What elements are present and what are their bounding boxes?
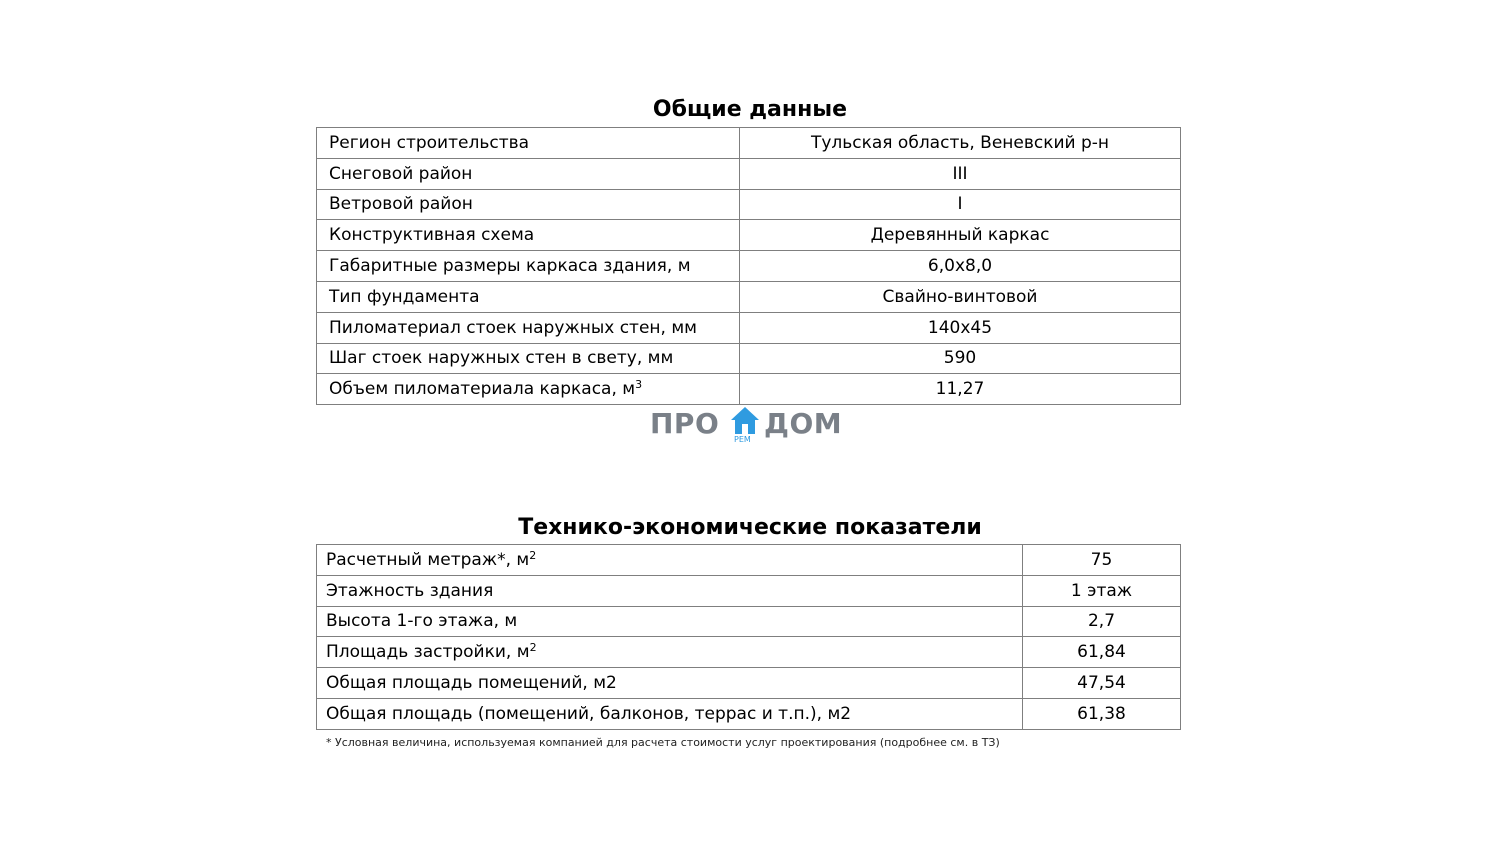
watermark-text-left: ПРО xyxy=(650,407,720,440)
row-label-cell xyxy=(317,545,1023,576)
footnote: * Условная величина, используемая компанией для расчета стоимости услуг проектирования (подробнее см. в ТЗ) xyxy=(326,736,1000,749)
row-value: 140х45 xyxy=(740,312,1181,343)
row-value: 11,27 xyxy=(740,374,1181,405)
row-label: Пиломатериал стоек наружных стен, мм xyxy=(317,312,740,343)
row-value: 2,7 xyxy=(1023,606,1181,637)
row-value: Деревянный каркас xyxy=(740,220,1181,251)
table-row xyxy=(317,698,1181,729)
row-value: III xyxy=(740,158,1181,189)
row-label: Конструктивная схема xyxy=(317,220,740,251)
general-data-title: Общие данные xyxy=(652,97,848,122)
tech-indicators-table xyxy=(316,544,1181,730)
row-label: Тип фундамента xyxy=(317,281,740,312)
row-label: Высота 1-го этажа, м xyxy=(317,606,1023,637)
tech-indicators-title: Технико-экономические показатели xyxy=(518,515,982,540)
row-label: Шаг стоек наружных стен в свету, мм xyxy=(317,343,740,374)
row-value: Тульская область, Веневский р-н xyxy=(740,128,1181,159)
table-row xyxy=(317,637,1181,668)
table-row xyxy=(317,545,1181,576)
row-label: Объем пиломатериала каркаса, м xyxy=(329,379,636,400)
row-label: Расчетный метраж*, м xyxy=(326,549,530,570)
table-row xyxy=(317,128,1181,159)
table-row xyxy=(317,312,1181,343)
row-label: Общая площадь (помещений, балконов, террас и т.п.), м2 xyxy=(317,698,1023,729)
superscript: 2 xyxy=(529,641,537,655)
general-data-table xyxy=(316,127,1181,405)
table-row xyxy=(317,374,1181,405)
row-value: I xyxy=(740,189,1181,220)
row-value: 590 xyxy=(740,343,1181,374)
row-label: Общая площадь помещений, м2 xyxy=(317,668,1023,699)
row-label: Снеговой район xyxy=(317,158,740,189)
row-label: Ветровой район xyxy=(317,189,740,220)
row-value: 6,0х8,0 xyxy=(740,251,1181,282)
row-label: Площадь застройки, м xyxy=(326,642,530,663)
row-value: 1 этаж xyxy=(1023,575,1181,606)
watermark-text-right: ДОМ xyxy=(764,407,843,440)
watermark-logo xyxy=(650,404,850,446)
table-row xyxy=(317,606,1181,637)
table-row xyxy=(317,158,1181,189)
row-value: 75 xyxy=(1023,545,1181,576)
row-label-cell xyxy=(317,374,740,405)
row-value: 47,54 xyxy=(1023,668,1181,699)
table-row xyxy=(317,189,1181,220)
row-value: Свайно-винтовой xyxy=(740,281,1181,312)
table-row xyxy=(317,668,1181,699)
row-label: Регион строительства xyxy=(317,128,740,159)
row-label-cell xyxy=(317,637,1023,668)
table-row xyxy=(317,343,1181,374)
house-icon xyxy=(730,406,760,436)
table-row xyxy=(317,251,1181,282)
table-row xyxy=(317,575,1181,606)
row-value: 61,84 xyxy=(1023,637,1181,668)
table-row xyxy=(317,220,1181,251)
table-row xyxy=(317,281,1181,312)
row-label: Габаритные размеры каркаса здания, м xyxy=(317,251,740,282)
row-value: 61,38 xyxy=(1023,698,1181,729)
superscript: 2 xyxy=(529,548,537,562)
superscript: 3 xyxy=(635,378,643,392)
row-label: Этажность здания xyxy=(317,575,1023,606)
watermark-small-text: РЕМ xyxy=(734,435,751,444)
